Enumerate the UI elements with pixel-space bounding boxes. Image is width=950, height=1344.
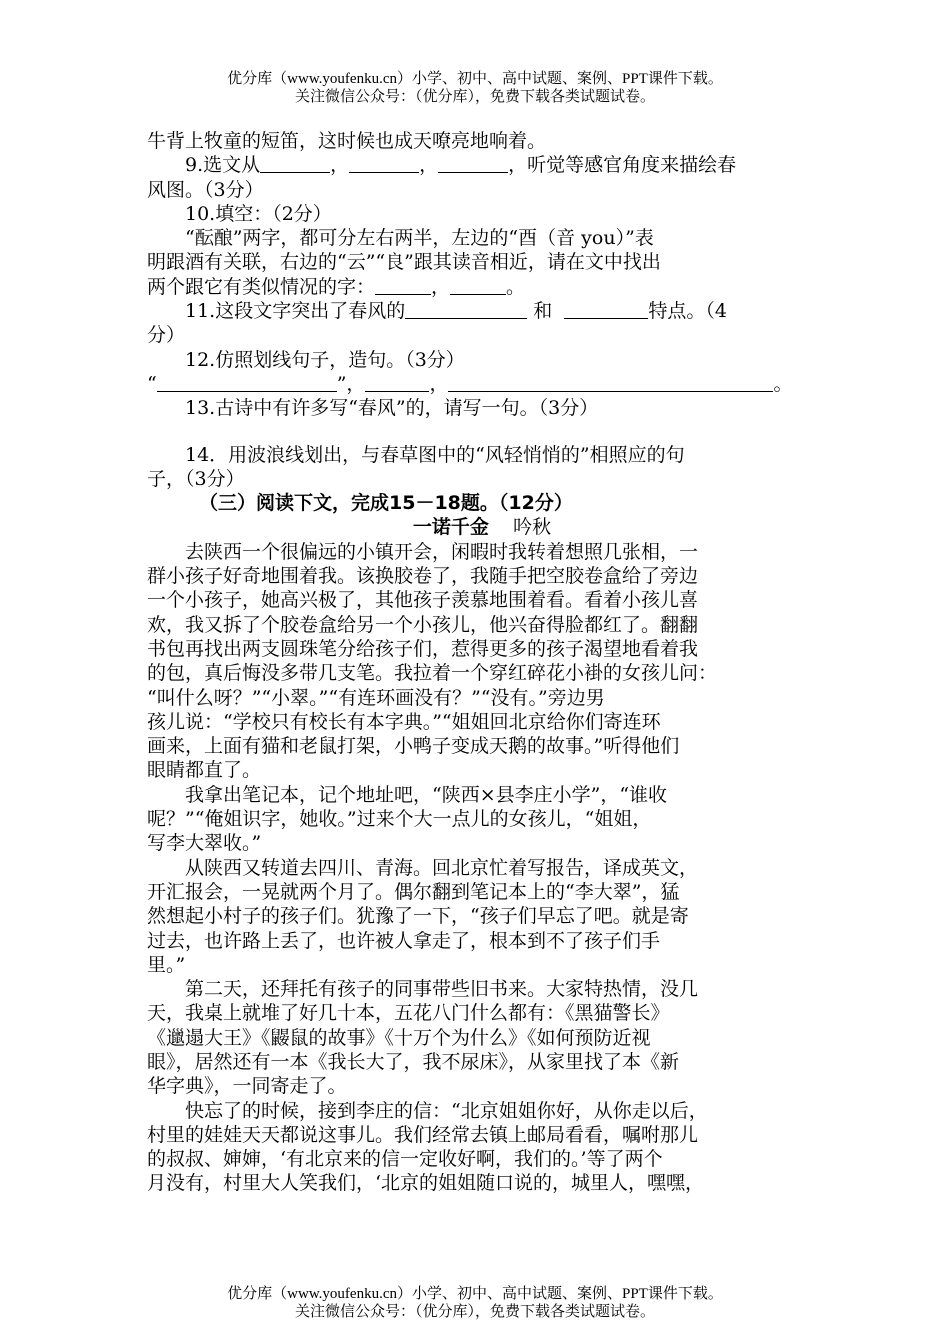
header-line-1: 优分库（www.youfenku.cn）小学、初中、高中试题、案例、PPT课件下载。 [227,71,723,87]
q9-text-a: 9.选文从 [185,154,261,177]
passage-line: 的包，真后悔没多带几支笔。我拉着一个穿红碎花小褂的女孩儿问： [147,662,718,685]
page-header [0,70,950,106]
question-10-line-3 [147,275,817,299]
passage-line: 天，我桌上就堆了好几十本，五花八门什么都有：《黑猫警长》 [147,1002,670,1025]
question-12-blanks [147,372,817,396]
answer-blank [450,276,506,295]
section-heading: （三）阅读下文，完成15－18题。（12分） [199,492,573,515]
passage-line: 第二天，还拜托有孩子的同事带些旧书来。大家特热情，没几 [185,978,699,1001]
answer-blank [260,154,330,173]
answer-blank [349,154,419,173]
passage-line: 月没有，村里大人笑我们，‘北京的姐姐随口说的，城里人，嘿嘿， [147,1172,705,1195]
passage-line: 孩儿说：“学校只有校长有本字典。”“姐姐回北京给你们寄连环 [147,710,661,733]
q12-period: 。 [773,372,793,395]
passage-line: 呢？”“俺姐识字，她收。”过来个大一点儿的女孩儿，“姐姐， [147,808,652,831]
intro-line: 牛背上牧童的短笛，这时候也成天嘹亮地响着。 [147,130,547,152]
question-14-line-2: 子，（3分） [147,467,245,490]
question-10-line-2: 明跟酒有关联，右边的“云”“良”跟其读音相近，请在文中找出 [147,251,661,274]
passage-line: 《邋遢大王》《鼹鼠的故事》《十万个为什么》《如何预防近视 [147,1026,651,1049]
answer-blank [375,276,431,295]
answer-blank [448,373,773,392]
question-11 [147,299,817,323]
answer-blank [365,373,429,392]
answer-blank [405,300,527,319]
question-13: 13.古诗中有许多写“春风”的，请写一句。（3分） [185,397,599,420]
passage-line: 书包再找出两支圆珠笔分给孩子们，惹得更多的孩子渴望地看着我 [147,637,699,660]
passage-line: 里。” [147,953,186,976]
passage-body [147,540,817,1196]
q12-close-quote: ”， [336,372,366,395]
question-10-heading: 10.填空：（2分） [185,202,332,225]
passage-line: 一个小孩子，她高兴极了，其他孩子羡慕地围着看。看着小孩儿喜 [147,589,699,612]
passage-line: 写李大翠收。” [147,832,262,855]
passage-line: 华字典》，一同寄走了。 [147,1075,347,1098]
passage-line: 过去，也许路上丢了，也许被人拿走了，根本到不了孩子们手 [147,929,661,952]
passage-author: 吟秋 [513,516,552,539]
header-line-2: 关注微信公众号：（优分库），免费下载各类试题试卷。 [294,89,655,105]
q10-text-c: 。 [506,275,526,298]
passage-line: 欢，我又拆了个胶卷盒给另一个小孩儿，他兴奋得脸都红了。翻翻 [147,613,699,636]
passage-line: 群小孩子好奇地围着我。该换胶卷了，我随手把空胶卷盒给了旁边 [147,565,699,588]
question-9-cont: 风图。（3分） [147,178,264,201]
passage-line: 然想起小村子的孩子们。犹豫了一下，“孩子们早忘了吧。就是寄 [147,905,689,928]
passage-title: 一诺千金 [412,516,489,539]
q10-text-a: 两个跟它有类似情况的字： [147,275,376,298]
q11-text-c: 特点。（4 [648,300,727,323]
page-footer [0,1285,950,1321]
q9-text-c: ， [419,154,439,177]
question-11-cont: 分） [147,324,186,347]
passage-line: 眼睛都直了。 [147,759,262,782]
footer-line-1: 优分库（www.youfenku.cn）小学、初中、高中试题、案例、PPT课件下载。 [227,1286,723,1302]
passage-line: 我拿出笔记本，记个地址吧，“陕西×县李庄小学”，“谁收 [185,783,668,806]
q11-text-b: 和 [533,300,553,323]
q12-comma: ， [429,372,449,395]
q9-text-b: ， [330,154,350,177]
document-body [147,129,817,1196]
passage-line: 开汇报会，一晃就两个月了。偶尔翻到笔记本上的“李大翠”，猛 [147,880,680,903]
passage-line: 画来，上面有猫和老鼠打架，小鸭子变成天鹅的故事。”听得他们 [147,735,680,758]
q11-text-a: 11.这段文字突出了春风的 [185,300,406,323]
passage-line: “叫什么呀？”“小翠。”“有连环画没有？”“没有。”旁边男 [147,686,605,709]
q12-open-quote: “ [147,372,157,395]
passage-line: 从陕西又转道去四川、青海。回北京忙着写报告，译成英文， [185,856,699,879]
passage-line: 村里的娃娃天天都说这事儿。我们经常去镇上邮局看看，嘱咐那儿 [147,1123,699,1146]
passage-line: 眼》，居然还有一本《我长大了，我不尿床》，从家里找了本《新 [147,1050,680,1073]
question-10-line-1: “酝酿”两字，都可分左右两半，左边的“酉（音 you）”表 [185,227,654,250]
q9-text-d: ，听觉等感官角度来描绘春 [508,154,737,177]
passage-line: 快忘了的时候，接到李庄的信：“北京姐姐你好，从你走以后， [185,1099,708,1122]
footer-line-2: 关注微信公众号：（优分库），免费下载各类试题试卷。 [294,1304,655,1320]
q10-text-b: ， [431,275,451,298]
answer-blank [438,154,508,173]
answer-blank [157,373,337,392]
passage-title-row [147,515,817,539]
passage-line: 去陕西一个很偏远的小镇开会，闲暇时我转着想照几张相，一 [185,540,699,563]
answer-blank [564,300,648,319]
question-9 [147,153,817,177]
question-12-heading: 12.仿照划线句子，造句。（3分） [185,348,465,371]
passage-line: 的叔叔、婶婶，‘有北京来的信一定收好啊，我们的。’等了两个 [147,1148,663,1171]
question-14-line-1: 14．用波浪线划出，与春草图中的“风轻悄悄的”相照应的句 [185,443,685,466]
